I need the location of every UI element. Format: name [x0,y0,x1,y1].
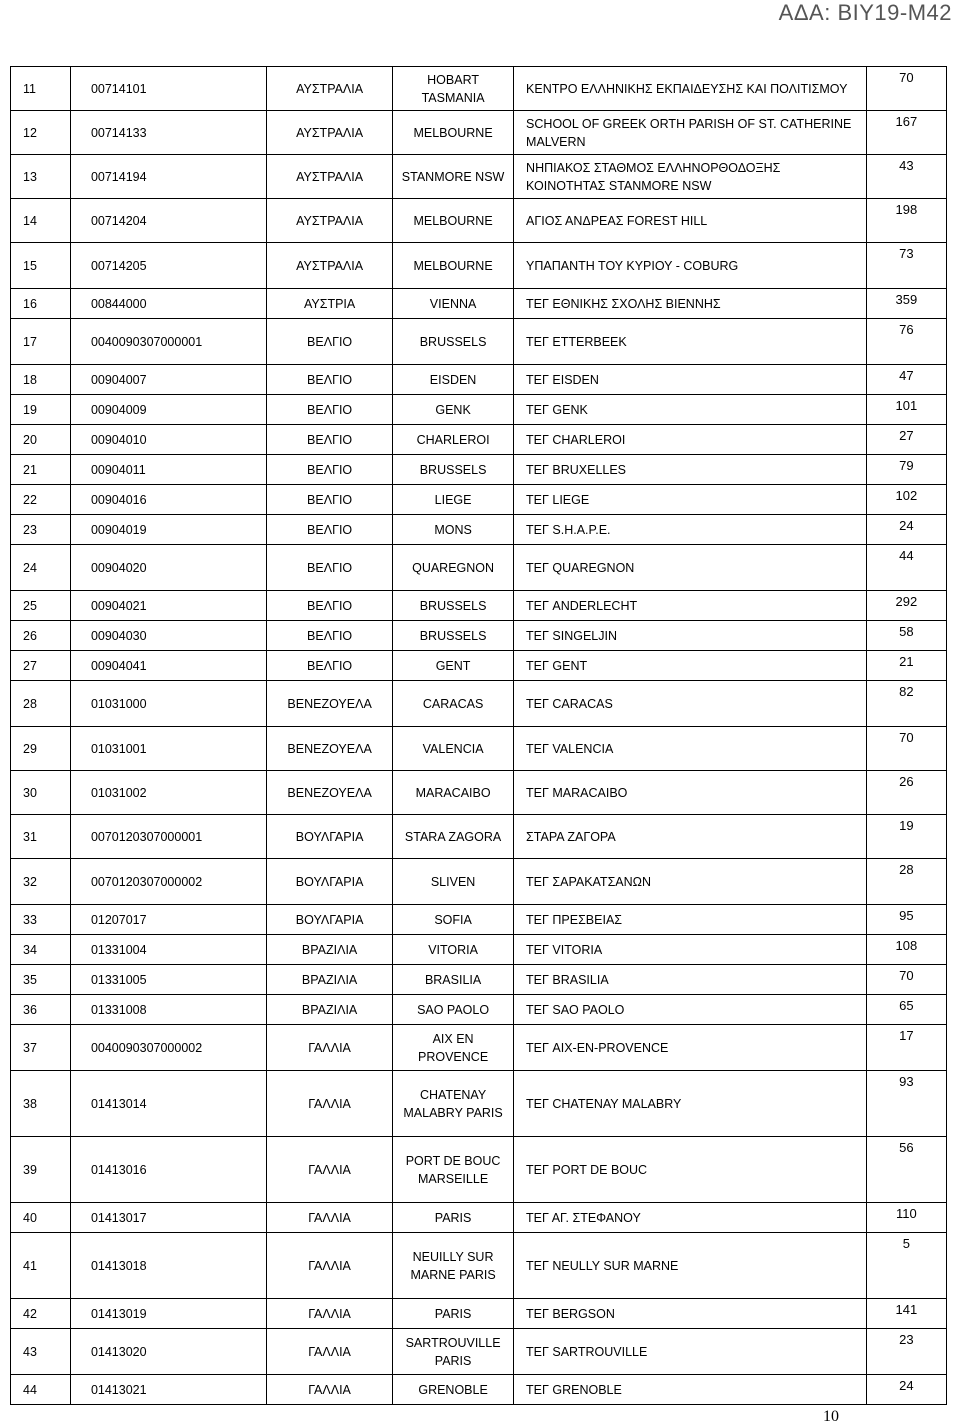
cell-city: AIX EN PROVENCE [393,1025,514,1071]
table-row [11,995,947,1025]
cell-country: ΒΕΛΓΙΟ [267,545,393,591]
cell-school: ΤΕΓ GRENOBLE [514,1375,867,1405]
cell-school: ΤΕΓ QUAREGNON [514,545,867,591]
cell-school: ΤΕΓ CHARLEROI [514,425,867,455]
table-row [11,111,947,155]
cell-aa: 28 [11,681,71,727]
cell-code: 01413016 [70,1137,266,1203]
cell-aa: 18 [11,365,71,395]
cell-num: 93 [866,1071,946,1137]
cell-school: ΤΕΓ MARACAIBO [514,771,867,815]
table-row [11,815,947,859]
cell-school: ΤΕΓ SARTROUVILLE [514,1329,867,1375]
cell-code: 00714133 [70,111,266,155]
cell-city: STANMORE NSW [393,155,514,199]
cell-country: ΑΥΣΤΡΙΑ [267,289,393,319]
cell-code: 0040090307000002 [70,1025,266,1071]
cell-country: ΒΡΑΖΙΛΙΑ [267,965,393,995]
cell-aa: 21 [11,455,71,485]
cell-code: 01331008 [70,995,266,1025]
cell-country: ΑΥΣΤΡΑΛΙΑ [267,111,393,155]
table-row [11,395,947,425]
cell-aa: 35 [11,965,71,995]
cell-code: 00714204 [70,199,266,243]
cell-aa: 38 [11,1071,71,1137]
cell-country: ΒΕΛΓΙΟ [267,515,393,545]
table-row [11,455,947,485]
cell-school: ΤΕΓ PORT DE BOUC [514,1137,867,1203]
table-row [11,515,947,545]
cell-aa: 40 [11,1203,71,1233]
cell-num: 27 [866,425,946,455]
cell-school: ΤΕΓ ΕΘΝΙΚΗΣ ΣΧΟΛΗΣ ΒΙΕΝΝΗΣ [514,289,867,319]
cell-country: ΒΕΛΓΙΟ [267,651,393,681]
cell-school: ΤΕΓ BRASILIA [514,965,867,995]
cell-aa: 25 [11,591,71,621]
cell-school: ΤΕΓ GENT [514,651,867,681]
cell-country: ΑΥΣΤΡΑΛΙΑ [267,155,393,199]
cell-country: ΓΑΛΛΙΑ [267,1025,393,1071]
cell-country: ΒΟΥΛΓΑΡΙΑ [267,905,393,935]
cell-city: NEUILLY SUR MARNE PARIS [393,1233,514,1299]
table-row [11,965,947,995]
cell-code: 0070120307000001 [70,815,266,859]
cell-country: ΒΕΝΕΖΟΥΕΛΑ [267,727,393,771]
cell-code: 00904019 [70,515,266,545]
cell-aa: 26 [11,621,71,651]
cell-country: ΒΕΛΓΙΟ [267,591,393,621]
cell-num: 82 [866,681,946,727]
page-number: 10 [823,1408,839,1425]
cell-num: 5 [866,1233,946,1299]
cell-city: MELBOURNE [393,111,514,155]
cell-aa: 42 [11,1299,71,1329]
cell-num: 76 [866,319,946,365]
cell-city: QUAREGNON [393,545,514,591]
cell-num: 359 [866,289,946,319]
cell-city: MELBOURNE [393,199,514,243]
cell-code: 00904011 [70,455,266,485]
cell-aa: 22 [11,485,71,515]
cell-aa: 41 [11,1233,71,1299]
cell-city: GRENOBLE [393,1375,514,1405]
cell-num: 79 [866,455,946,485]
cell-code: 00904030 [70,621,266,651]
cell-num: 101 [866,395,946,425]
cell-code: 01031001 [70,727,266,771]
cell-school: ΤΕΓ SAO PAOLO [514,995,867,1025]
cell-country: ΒΕΛΓΙΟ [267,395,393,425]
cell-city: PARIS [393,1203,514,1233]
cell-country: ΑΥΣΤΡΑΛΙΑ [267,199,393,243]
cell-num: 167 [866,111,946,155]
cell-aa: 13 [11,155,71,199]
cell-country: ΒΕΛΓΙΟ [267,621,393,651]
cell-city: VALENCIA [393,727,514,771]
cell-num: 17 [866,1025,946,1071]
cell-school: ΤΕΓ BRUXELLES [514,455,867,485]
cell-num: 19 [866,815,946,859]
table-row [11,199,947,243]
cell-city: PORT DE BOUC MARSEILLE [393,1137,514,1203]
table-row [11,1299,947,1329]
table-row [11,243,947,289]
cell-city: SLIVEN [393,859,514,905]
cell-city: STARA ZAGORA [393,815,514,859]
table-row [11,591,947,621]
cell-school: ΤΕΓ ΠΡΕΣΒΕΙΑΣ [514,905,867,935]
cell-city: BRUSSELS [393,319,514,365]
cell-code: 01331005 [70,965,266,995]
cell-code: 01413020 [70,1329,266,1375]
cell-country: ΒΡΑΖΙΛΙΑ [267,995,393,1025]
cell-aa: 31 [11,815,71,859]
table-row [11,319,947,365]
cell-num: 102 [866,485,946,515]
cell-city: LIEGE [393,485,514,515]
cell-aa: 17 [11,319,71,365]
ada-header: ΑΔΑ: ΒΙΥ19-Μ42 [778,0,952,25]
cell-city: GENT [393,651,514,681]
cell-city: SOFIA [393,905,514,935]
cell-code: 00844000 [70,289,266,319]
cell-aa: 24 [11,545,71,591]
table-row [11,905,947,935]
cell-num: 141 [866,1299,946,1329]
cell-code: 00714194 [70,155,266,199]
cell-code: 01331004 [70,935,266,965]
cell-city: MELBOURNE [393,243,514,289]
cell-country: ΒΕΛΓΙΟ [267,425,393,455]
cell-country: ΓΑΛΛΙΑ [267,1299,393,1329]
cell-code: 00904009 [70,395,266,425]
cell-aa: 43 [11,1329,71,1375]
cell-country: ΒΟΥΛΓΑΡΙΑ [267,815,393,859]
cell-country: ΒΡΑΖΙΛΙΑ [267,935,393,965]
cell-city: GENK [393,395,514,425]
cell-aa: 39 [11,1137,71,1203]
table-row [11,1375,947,1405]
cell-city: EISDEN [393,365,514,395]
cell-country: ΓΑΛΛΙΑ [267,1203,393,1233]
table-row [11,289,947,319]
cell-school: ΣΤΑΡΑ ΖΑΓΟΡΑ [514,815,867,859]
cell-num: 44 [866,545,946,591]
cell-code: 00904020 [70,545,266,591]
cell-city: HOBART TASMANIA [393,67,514,111]
cell-aa: 37 [11,1025,71,1071]
cell-school: ΚΕΝΤΡΟ ΕΛΛΗΝΙΚΗΣ ΕΚΠΑΙΔΕΥΣΗΣ ΚΑΙ ΠΟΛΙΤΙΣΜΟΥ [514,67,867,111]
cell-aa: 29 [11,727,71,771]
cell-num: 43 [866,155,946,199]
table-row [11,1203,947,1233]
cell-country: ΒΕΛΓΙΟ [267,455,393,485]
cell-aa: 12 [11,111,71,155]
cell-city: SAO PAOLO [393,995,514,1025]
cell-country: ΒΕΛΓΙΟ [267,319,393,365]
cell-school: ΤΕΓ ΑΓ. ΣΤΕΦΑΝΟΥ [514,1203,867,1233]
cell-country: ΓΑΛΛΙΑ [267,1375,393,1405]
cell-country: ΒΕΛΓΙΟ [267,365,393,395]
cell-school: ΤΕΓ VITORIA [514,935,867,965]
table-row [11,485,947,515]
cell-num: 198 [866,199,946,243]
cell-code: 01413019 [70,1299,266,1329]
cell-school: ΤΕΓ VALENCIA [514,727,867,771]
cell-city: MARACAIBO [393,771,514,815]
cell-num: 73 [866,243,946,289]
table-row [11,1071,947,1137]
cell-code: 00904010 [70,425,266,455]
cell-country: ΓΑΛΛΙΑ [267,1233,393,1299]
cell-aa: 19 [11,395,71,425]
table-row [11,621,947,651]
cell-country: ΒΕΛΓΙΟ [267,485,393,515]
cell-aa: 44 [11,1375,71,1405]
cell-code: 00904007 [70,365,266,395]
table-row [11,1329,947,1375]
table-row [11,651,947,681]
table-row [11,1233,947,1299]
table-row [11,545,947,591]
cell-num: 108 [866,935,946,965]
cell-code: 01413017 [70,1203,266,1233]
cell-aa: 30 [11,771,71,815]
cell-country: ΓΑΛΛΙΑ [267,1137,393,1203]
cell-school: ΥΠΑΠΑΝΤΗ ΤΟΥ ΚΥΡΙΟΥ - COBURG [514,243,867,289]
cell-aa: 11 [11,67,71,111]
cell-school: ΤΕΓ EISDEN [514,365,867,395]
cell-aa: 34 [11,935,71,965]
cell-city: PARIS [393,1299,514,1329]
cell-num: 24 [866,1375,946,1405]
cell-num: 110 [866,1203,946,1233]
cell-aa: 20 [11,425,71,455]
cell-code: 00714101 [70,67,266,111]
schools-table [10,66,947,1405]
cell-code: 00904016 [70,485,266,515]
cell-country: ΒΕΝΕΖΟΥΕΛΑ [267,771,393,815]
cell-num: 292 [866,591,946,621]
cell-school: ΑΓΙΟΣ ΑΝΔΡΕΑΣ FOREST HILL [514,199,867,243]
cell-code: 00714205 [70,243,266,289]
table-row [11,1137,947,1203]
cell-school: SCHOOL OF GREEK ORTH PARISH OF ST. CATHERINE MALVERN [514,111,867,155]
cell-num: 70 [866,67,946,111]
cell-aa: 16 [11,289,71,319]
cell-school: ΤΕΓ LIEGE [514,485,867,515]
cell-city: BRASILIA [393,965,514,995]
cell-school: ΤΕΓ BERGSON [514,1299,867,1329]
cell-school: ΤΕΓ CARACAS [514,681,867,727]
table-row [11,365,947,395]
cell-school: ΤΕΓ ΣΑΡΑΚΑΤΣΑΝΩΝ [514,859,867,905]
cell-country: ΓΑΛΛΙΑ [267,1329,393,1375]
cell-num: 23 [866,1329,946,1375]
cell-aa: 32 [11,859,71,905]
cell-aa: 33 [11,905,71,935]
cell-aa: 27 [11,651,71,681]
cell-city: VITORIA [393,935,514,965]
cell-code: 01207017 [70,905,266,935]
table-row [11,681,947,727]
cell-city: BRUSSELS [393,455,514,485]
cell-city: MONS [393,515,514,545]
cell-num: 28 [866,859,946,905]
cell-num: 26 [866,771,946,815]
cell-city: VIENNA [393,289,514,319]
table-row [11,859,947,905]
cell-num: 58 [866,621,946,651]
cell-code: 01031000 [70,681,266,727]
cell-country: ΒΕΝΕΖΟΥΕΛΑ [267,681,393,727]
table-body [11,67,947,1405]
cell-school: ΝΗΠΙΑΚΟΣ ΣΤΑΘΜΟΣ ΕΛΛΗΝΟΡΘΟΔΟΞΗΣ ΚΟΙΝΟΤΗΤΑΣ STANMORE NSW [514,155,867,199]
cell-num: 24 [866,515,946,545]
cell-code: 01413018 [70,1233,266,1299]
cell-school: ΤΕΓ SINGELJIN [514,621,867,651]
table-row [11,771,947,815]
cell-country: ΑΥΣΤΡΑΛΙΑ [267,67,393,111]
cell-num: 95 [866,905,946,935]
cell-school: ΤΕΓ AIX-EN-PROVENCE [514,1025,867,1071]
cell-aa: 23 [11,515,71,545]
cell-city: SARTROUVILLE PARIS [393,1329,514,1375]
cell-city: BRUSSELS [393,621,514,651]
table-row [11,1025,947,1071]
table-row [11,67,947,111]
cell-code: 00904021 [70,591,266,621]
cell-aa: 15 [11,243,71,289]
cell-code: 00904041 [70,651,266,681]
table-row [11,155,947,199]
cell-code: 0040090307000001 [70,319,266,365]
table-row [11,425,947,455]
cell-num: 21 [866,651,946,681]
cell-school: ΤΕΓ NEULLY SUR MARNE [514,1233,867,1299]
table-row [11,935,947,965]
cell-school: ΤΕΓ CHATENAY MALABRY [514,1071,867,1137]
cell-aa: 36 [11,995,71,1025]
cell-code: 01413021 [70,1375,266,1405]
cell-country: ΓΑΛΛΙΑ [267,1071,393,1137]
cell-city: CHARLEROI [393,425,514,455]
cell-country: ΑΥΣΤΡΑΛΙΑ [267,243,393,289]
cell-code: 0070120307000002 [70,859,266,905]
cell-num: 47 [866,365,946,395]
cell-city: CARACAS [393,681,514,727]
cell-city: CHATENAY MALABRY PARIS [393,1071,514,1137]
cell-code: 01031002 [70,771,266,815]
cell-num: 65 [866,995,946,1025]
cell-school: ΤΕΓ ETTERBEEK [514,319,867,365]
cell-country: ΒΟΥΛΓΑΡΙΑ [267,859,393,905]
cell-school: ΤΕΓ S.H.A.P.E. [514,515,867,545]
table-row [11,727,947,771]
cell-num: 56 [866,1137,946,1203]
cell-city: BRUSSELS [393,591,514,621]
cell-num: 70 [866,727,946,771]
cell-num: 70 [866,965,946,995]
cell-school: ΤΕΓ ANDERLECHT [514,591,867,621]
cell-aa: 14 [11,199,71,243]
cell-code: 01413014 [70,1071,266,1137]
cell-school: ΤΕΓ GENK [514,395,867,425]
